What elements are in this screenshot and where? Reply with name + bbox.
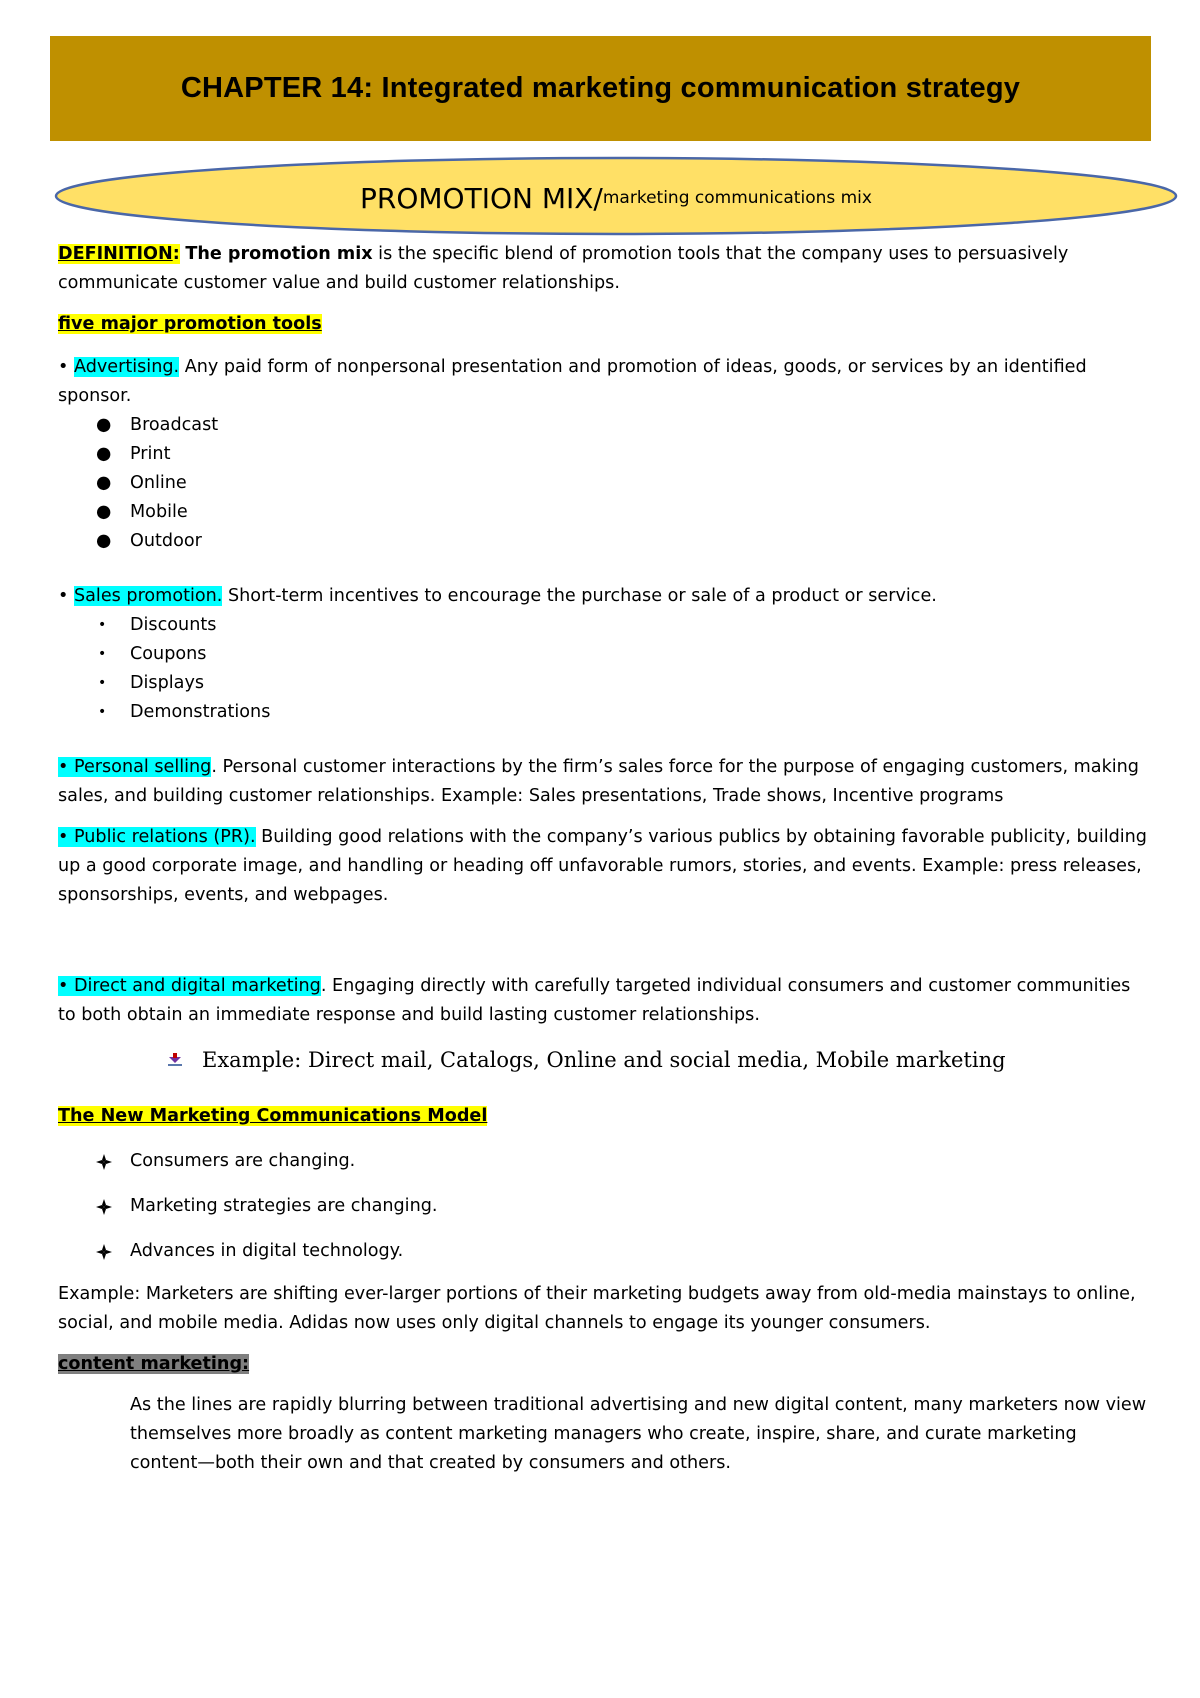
list-item: Advances in digital technology. [58, 1237, 1148, 1266]
content-marketing-text: As the lines are rapidly blurring between traditional advertising and new digital content, many marketers now view themselves more broadly as content marketing managers who create, inspire, share, and curate marketing content—both their own and that created by consumers and others. [130, 1395, 1147, 1473]
direct-digital-example [58, 1044, 1148, 1076]
content-marketing-heading-row [58, 1350, 1148, 1379]
diamond-bullet-icon [96, 1244, 112, 1260]
list-item: ● Broadcast [58, 411, 1148, 440]
definition-colon: : [172, 244, 180, 264]
diamond-bullet-icon [96, 1199, 112, 1215]
sales-promotion-paragraph [58, 582, 1148, 611]
promotion-mix-oval [53, 155, 1179, 237]
list-item: ● Outdoor [58, 527, 1148, 556]
direct-digital-text: . Engaging directly with carefully targeted individual consumers and customer communities to both obtain an immediate response and build lasting customer relationships. [58, 976, 1131, 1025]
oval-main-text: PROMOTION MIX/ [360, 181, 603, 215]
bullet-icon: • [98, 646, 107, 662]
bullet-icon: • [98, 704, 107, 720]
bullet-icon: • [98, 675, 107, 691]
new-model-list [58, 1147, 1148, 1266]
advertising-bullet: • [58, 357, 74, 377]
advertising-text: Any paid form of nonpersonal presentation and promotion of ideas, goods, or services by an identified sponsor. [58, 357, 1087, 406]
public-relations-paragraph [58, 823, 1148, 910]
personal-selling-label: • Personal selling [58, 757, 212, 777]
new-model-heading: The New Marketing Communications Model [58, 1106, 488, 1126]
chapter-title: CHAPTER 14: Integrated marketing communication strategy [180, 72, 1021, 104]
sales-promotion-bullet: • [58, 586, 74, 606]
personal-selling-text: . Personal customer interactions by the firm’s sales force for the purpose of engaging customers, making sales, and building customer relationships. Example: Sales presentations, Trade shows, Incentive programs [58, 757, 1139, 806]
bullet-icon: ● [96, 415, 112, 435]
content-marketing-heading: content marketing: [58, 1354, 250, 1374]
new-model-heading-row [58, 1102, 1148, 1131]
list-item: • Displays [58, 669, 1148, 698]
advertising-list [58, 411, 1148, 556]
definition-label: DEFINITION [58, 244, 173, 264]
advertising-label: Advertising. [73, 357, 180, 377]
direct-digital-paragraph [58, 972, 1148, 1030]
bullet-icon: ● [96, 444, 112, 464]
bullet-icon: ● [96, 502, 112, 522]
advertising-paragraph [58, 353, 1148, 411]
diamond-bullet-icon [96, 1154, 112, 1170]
sales-promotion-text: Short-term incentives to encourage the purchase or sale of a product or service. [222, 586, 937, 606]
five-tools-heading-row [58, 310, 1148, 339]
public-relations-label: • Public relations (PR). [58, 827, 256, 847]
oval-text [53, 155, 1179, 239]
list-item: ● Mobile [58, 498, 1148, 527]
bullet-icon: ● [96, 531, 112, 551]
sales-promotion-label: Sales promotion. [73, 586, 223, 606]
five-tools-heading: five major promotion tools [58, 314, 322, 334]
list-item: • Discounts [58, 611, 1148, 640]
list-item: ● Print [58, 440, 1148, 469]
personal-selling-paragraph [58, 753, 1148, 811]
document-body [58, 240, 1148, 1478]
oval-sub-text: marketing communications mix [602, 188, 872, 208]
list-item: ● Online [58, 469, 1148, 498]
list-item: Consumers are changing. [58, 1147, 1148, 1176]
chapter-banner [50, 36, 1151, 141]
bullet-icon: ● [96, 473, 112, 493]
list-item: • Coupons [58, 640, 1148, 669]
direct-digital-example-text: Example: Direct mail, Catalogs, Online and social media, Mobile marketing [202, 1048, 1006, 1072]
arrow-bullet-icon [166, 1044, 184, 1076]
direct-digital-label: • Direct and digital marketing [58, 976, 321, 996]
list-item: • Demonstrations [58, 698, 1148, 727]
bullet-icon: • [98, 617, 107, 633]
definition-term: The promotion mix [185, 244, 373, 264]
definition-text: is the specific blend of promotion tools that the company uses to persuasively communicate customer value and build customer relationships. [58, 244, 1069, 293]
list-item: Marketing strategies are changing. [58, 1192, 1148, 1221]
public-relations-text: Building good relations with the company’s various publics by obtaining favorable publicity, building up a good corporate image, and handling or heading off unfavorable rumors, stories, and events. Example: press releases, sponsorships, events, and webpages. [58, 827, 1147, 905]
sales-promotion-list [58, 611, 1148, 727]
new-model-example: Example: Marketers are shifting ever-larger portions of their marketing budgets away from old-media mainstays to online, social, and mobile media. Adidas now uses only digital channels to engage its younger consumers. [58, 1284, 1136, 1333]
definition-paragraph [58, 240, 1148, 298]
